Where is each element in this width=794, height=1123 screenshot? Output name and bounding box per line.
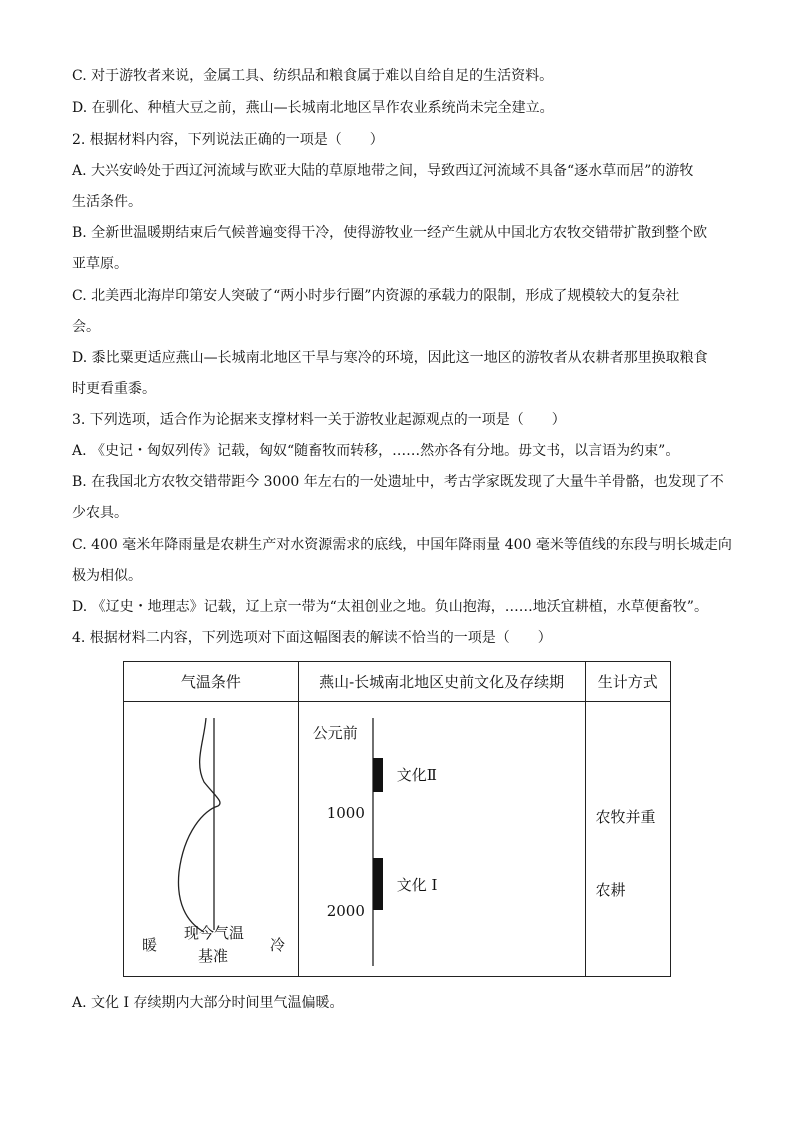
culture-climate-chart	[123, 661, 671, 977]
option-c: C. 对于游牧者来说，金属工具、纺织品和粮食属于难以自给自足的生活资料。	[72, 68, 554, 84]
culture-1-label: 文化 I	[396, 876, 438, 894]
q2-option-c: C. 北美西北海岸印第安人突破了“两小时步行圈”内资源的承载力的限制，形成了规模较大的复杂社	[72, 288, 680, 304]
q2-option-b-cont: 亚草原。	[72, 256, 128, 272]
q2-option-a-cont: 生活条件。	[72, 194, 142, 210]
culture-2-label: 文化Ⅱ	[396, 766, 437, 784]
q2-option-b: B. 全新世温暖期结束后气候普遍变得干冷，使得游牧业一经产生就从中国北方农牧交错带扩散到整个欧	[72, 225, 708, 241]
header-livelihood: 生计方式	[585, 662, 670, 702]
q2-option-a: A. 大兴安岭处于西辽河流域与欧亚大陆的草原地带之间，导致西辽河流域不具备“逐水草而居”的游牧	[72, 163, 694, 179]
temperature-cell	[124, 702, 299, 977]
q3-option-a: A. 《史记・匈奴列传》记载，匈奴“随畜牧而转移，……然亦各有分地。毋文书，以言语为约束”。	[72, 443, 680, 459]
tick-1000: 1000	[326, 804, 365, 822]
question-3: 3. 下列选项，适合作为论据来支撑材料一关于游牧业起源观点的一项是（ ）	[72, 412, 566, 428]
mode-farming: 农耕	[595, 881, 626, 899]
tick-2000: 2000	[326, 902, 365, 920]
q4-option-a: A. 文化 I 存续期内大部分时间里气温偏暖。	[72, 995, 344, 1011]
q3-option-c: C. 400 毫米年降雨量是农耕生产对水资源需求的底线，中国年降雨量 400 毫米等值线的东段与明长城走向	[72, 537, 732, 553]
option-d: D. 在驯化、种植大豆之前，燕山—长城南北地区旱作农业系统尚未完全建立。	[72, 100, 554, 116]
q2-option-c-cont: 会。	[72, 319, 100, 335]
q2-option-d-cont: 时更看重黍。	[72, 381, 156, 397]
q3-option-b: B. 在我国北方农牧交错带距今 3000 年左右的一处遗址中，考古学家既发现了大量牛羊骨骼，也发现了不	[72, 474, 724, 490]
question-4: 4. 根据材料二内容，下列选项对下面这幅图表的解读不恰当的一项是（ ）	[72, 630, 552, 646]
mode-agro-pastoral: 农牧并重	[595, 808, 656, 826]
cold-label: 冷	[270, 936, 286, 954]
q3-option-d: D. 《辽史・地理志》记载，辽上京一带为“太祖创业之地。负山抱海，……地沃宜耕植，水草便畜牧”。	[72, 599, 708, 615]
culture-1-bar	[373, 858, 383, 910]
q3-option-b-cont: 少农具。	[72, 505, 128, 521]
culture-2-bar	[373, 758, 383, 792]
header-culture: 燕山-长城南北地区史前文化及存续期	[298, 662, 585, 702]
header-temperature: 气温条件	[124, 662, 299, 702]
q2-option-d: D. 黍比粟更适应燕山—长城南北地区干旱与寒冷的环境，因此这一地区的游牧者从农耕者那里换取粮食	[72, 350, 708, 366]
culture-cell	[298, 702, 585, 977]
baseline-label-2: 基准	[198, 947, 229, 965]
era-label: 公元前	[312, 724, 358, 742]
timeline	[299, 702, 587, 976]
baseline-label-1: 现今气温	[184, 924, 245, 942]
question-2: 2. 根据材料内容，下列说法正确的一项是（ ）	[72, 132, 384, 148]
q3-option-c-cont: 极为相似。	[72, 568, 142, 584]
warm-label: 暖	[142, 936, 158, 954]
livelihood-cell	[585, 702, 670, 977]
